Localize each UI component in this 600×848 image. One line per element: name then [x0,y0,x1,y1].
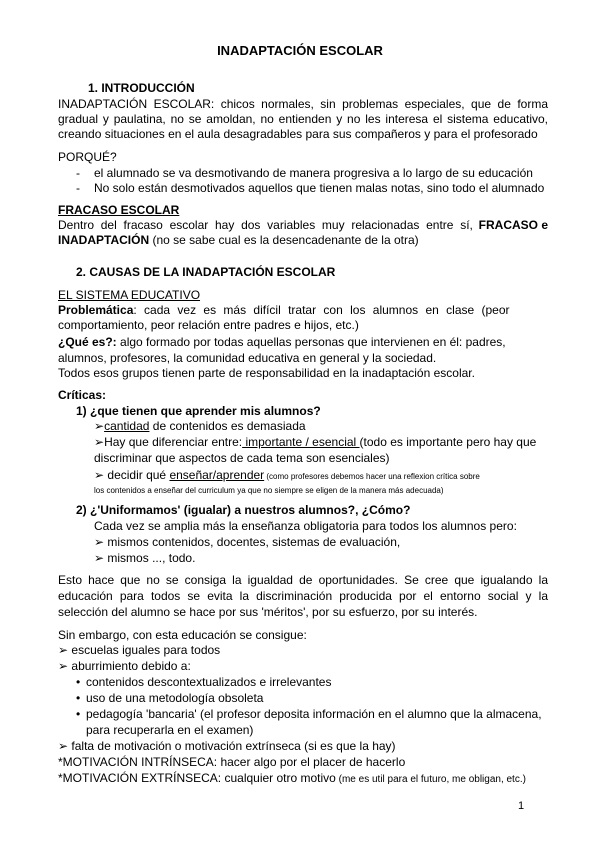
intro-line-1: INADAPTACIÓN ESCOLAR: chicos normales, sin problemas especiales, que de forma [58,97,548,111]
falta-text: falta de motivación o motivación extrínseca (si es que la hay) [68,739,396,753]
q2-item-1 [94,535,400,549]
todos-line: Todos esos grupos tienen parte de responsabilidad en la inadaptación escolar. [58,366,475,380]
ensenar-aprender-term: enseñar/aprender [169,468,265,482]
importante-esencial-term: importante / esencial [242,435,360,449]
motivacion-extrinseca-text: *MOTIVACIÓN EXTRÍNSECA: cualquier otro motivo [58,771,336,785]
document-title: INADAPTACIÓN ESCOLAR [217,43,383,58]
porque-item-1: el alumnado se va desmotivando de manera progresiva a lo largo de su educación [94,166,533,180]
problematica-label: Problemática [58,303,134,317]
arrow-item-1 [58,643,220,657]
que-es-line-2: alumnos, profesores, la comunidad educativa en general y la sociedad. [58,351,437,365]
porque-label: PORQUÉ? [58,150,117,164]
bullet-dot-icon: • [76,691,81,705]
dot-item-3: pedagogía 'bancaria' (el profesor deposita información en el alumno que la almacena, [86,707,542,721]
q1-item-2 [94,435,536,449]
arrow-icon: ➢ [94,419,105,433]
criticas-label: Críticas: [58,388,107,402]
problematica-line-2: comportamiento, peor relación entre padres e hijos, etc.) [58,318,359,332]
falta-line [58,739,396,753]
arrow-icon: ➢ [58,739,69,753]
fracaso-text: Dentro del fracaso escolar hay dos variables muy relacionadas entre sí, [58,218,473,232]
section2-heading: 2. CAUSAS DE LA INADAPTACIÓN ESCOLAR [76,265,336,279]
esto-line-1: Esto hace que no se consiga la igualdad de oportunidades. Se cree que igualando la [58,573,548,587]
q1-item-3-note-line-2: los contenidos a enseñar del curriculum ya que no siempre se eligen de la manera más adecuada) [94,486,444,495]
que-es-text: algo formado por todas aquellas personas que intervienen en él: padres, [120,335,506,349]
q1-item-3 [94,468,480,484]
arrow-item-1-text: escuelas iguales para todos [68,643,221,657]
arrow-icon: ➢ [94,435,105,449]
arrow-icon: ➢ [94,551,105,565]
fracaso-heading: FRACASO ESCOLAR [58,203,180,217]
inadaptacion-bold: INADAPTACIÓN [58,233,150,247]
dash-bullet: - [76,166,80,180]
question-1: 1) ¿que tienen que aprender mis alumnos? [76,404,321,418]
fracaso-bold: FRACASO e [478,218,548,232]
dash-bullet: - [76,181,80,195]
arrow-icon: ➢ [94,535,105,549]
arrow-item-2 [58,659,191,673]
arrow-icon: ➢ [58,659,69,673]
fracaso-line-1 [58,218,548,232]
problematica-text: : cada vez es más difícil tratar con los alumnos en clase (peor [133,303,510,317]
motivacion-extrinseca [58,771,526,787]
q1-item-3-a: decidir qué [104,468,170,482]
q2-line-1: Cada vez se amplia más la enseñanza obligatoria para todos los alumnos pero: [94,519,517,533]
dot-item-2: uso de una metodología obsoleta [86,691,264,705]
q1-item-2-line-2: discriminar que aspectos de cada tema son esenciales) [94,451,390,465]
fracaso-line-2 [58,233,419,247]
esto-line-2: educación para todos se evita la discriminación producida por el entorno social y la [58,589,548,603]
q1-item-2-b: (todo es importante pero hay que [359,435,537,449]
bullet-dot-icon: • [76,707,81,721]
que-es-line-1 [58,335,506,349]
q2-item-2-text: mismos ..., todo. [104,551,196,565]
intro-line-3: creando situaciones en el aula desagradables para sus compañeros y para el profesorado [58,127,538,141]
que-es-label: ¿Qué es?: [58,335,117,349]
arrow-icon: ➢ [94,468,105,482]
sin-embargo-line: Sin embargo, con esta educación se consigue: [58,628,307,642]
dot-item-1: contenidos descontextualizados e irrelevantes [86,675,332,689]
arrow-icon: ➢ [58,643,69,657]
section1-heading: 1. INTRODUCCIÓN [88,81,195,95]
porque-item-2: No solo están desmotivados aquellos que tienen malas notas, sino todo el alumnado [94,181,545,195]
esto-line-3: selección del alumno se hace por sus 'méritos', por su esfuerzo, por su interés. [58,605,478,619]
bullet-dot-icon: • [76,675,81,689]
problematica-line-1 [58,303,548,317]
arrow-item-2-text: aburrimiento debido a: [68,659,191,673]
dot-item-3-line-2: para recuperarla en el examen) [86,723,254,737]
motivacion-intrinseca: *MOTIVACIÓN INTRÍNSECA: hacer algo por el placer de hacerlo [58,755,406,769]
question-2: 2) ¿'Uniformamos' (igualar) a nuestros alumnos?, ¿Cómo? [76,503,411,517]
q1-item-1-rest: de contenidos es demasiada [149,419,306,433]
q2-item-1-text: mismos contenidos, docentes, sistemas de evaluación, [104,535,401,549]
fracaso-line-2-rest: (no se sabe cual es la desencadenante de la otra) [152,233,419,247]
q1-item-2-a: Hay que diferenciar entre: [104,435,243,449]
motivacion-extrinseca-note: (me es util para el futuro, me obligan, etc.) [335,774,526,785]
cantidad-term: cantidad [104,419,150,433]
q2-item-2 [94,551,195,565]
sistema-heading: EL SISTEMA EDUCATIVO [58,288,201,302]
q1-item-3-note: (como profesores debemos hacer una reflexion crítica sobre [264,472,480,481]
q1-item-1 [94,419,306,433]
page-number: 1 [518,800,525,812]
intro-line-2: gradual y paulatina, no se amoldan, no entienden y no les interesa el sistema educativo, [58,112,548,126]
